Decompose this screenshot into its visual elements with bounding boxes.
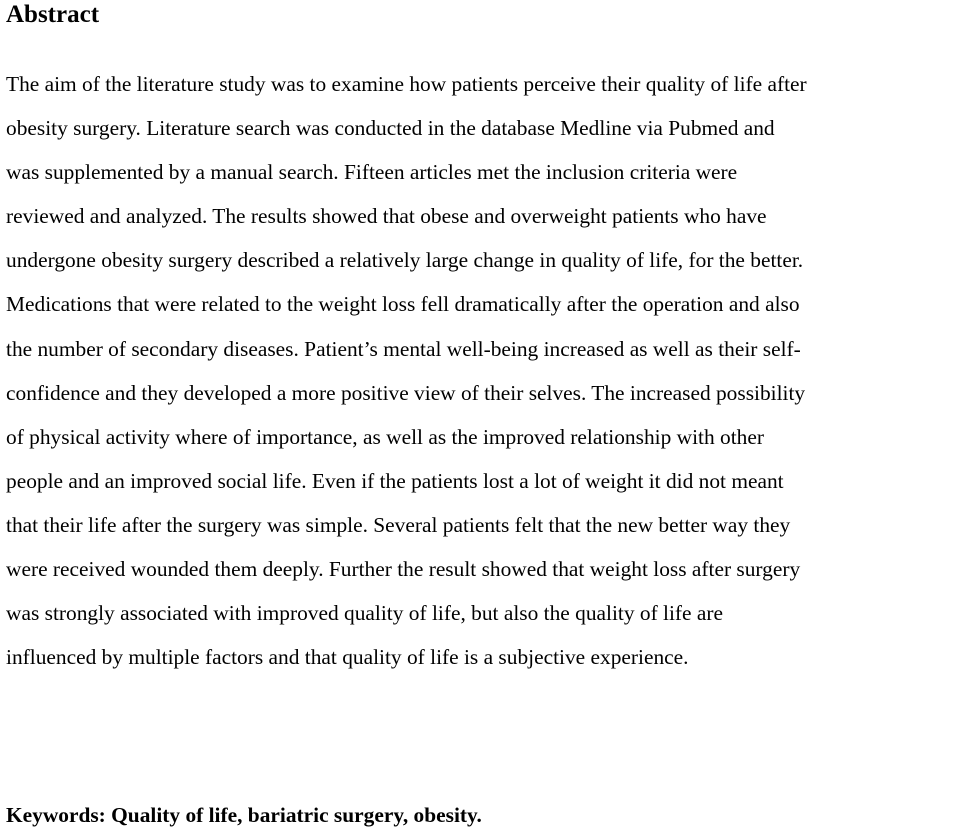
section-heading: Abstract [6, 1, 100, 28]
text-line: of physical activity where of importance, as well as the improved relationship with other [6, 424, 764, 449]
text-line: Medications that were related to the weight loss fell dramatically after the operation and also [6, 292, 800, 317]
text-line: was supplemented by a manual search. Fifteen articles met the inclusion criteria were [6, 160, 738, 185]
text-line: influenced by multiple factors and that quality of life is a subjective experience. [6, 645, 689, 670]
text-line: that their life after the surgery was simple. Several patients felt that the new better way they [6, 512, 791, 537]
text-line: obesity surgery. Literature search was conducted in the database Medline via Pubmed and [6, 116, 775, 141]
text-line: the number of secondary diseases. Patient’s mental well-being increased as well as their self- [6, 336, 801, 361]
text-line: confidence and they developed a more positive view of their selves. The increased possibility [6, 380, 806, 405]
text-line: was strongly associated with improved quality of life, but also the quality of life are [6, 601, 724, 626]
text-line: people and an improved social life. Even if the patients lost a lot of weight it did not meant [6, 468, 784, 493]
text-line: reviewed and analyzed. The results showed that obese and overweight patients who have [6, 204, 767, 229]
text-line: The aim of the literature study was to examine how patients perceive their quality of life after [6, 72, 807, 96]
keywords-line: Keywords: Quality of life, bariatric surgery, obesity. [6, 803, 482, 827]
text-line: undergone obesity surgery described a relatively large change in quality of life, for the better. [6, 248, 804, 273]
abstract-paragraph [6, 62, 958, 679]
text-line: were received wounded them deeply. Further the result showed that weight loss after surgery [6, 557, 801, 582]
